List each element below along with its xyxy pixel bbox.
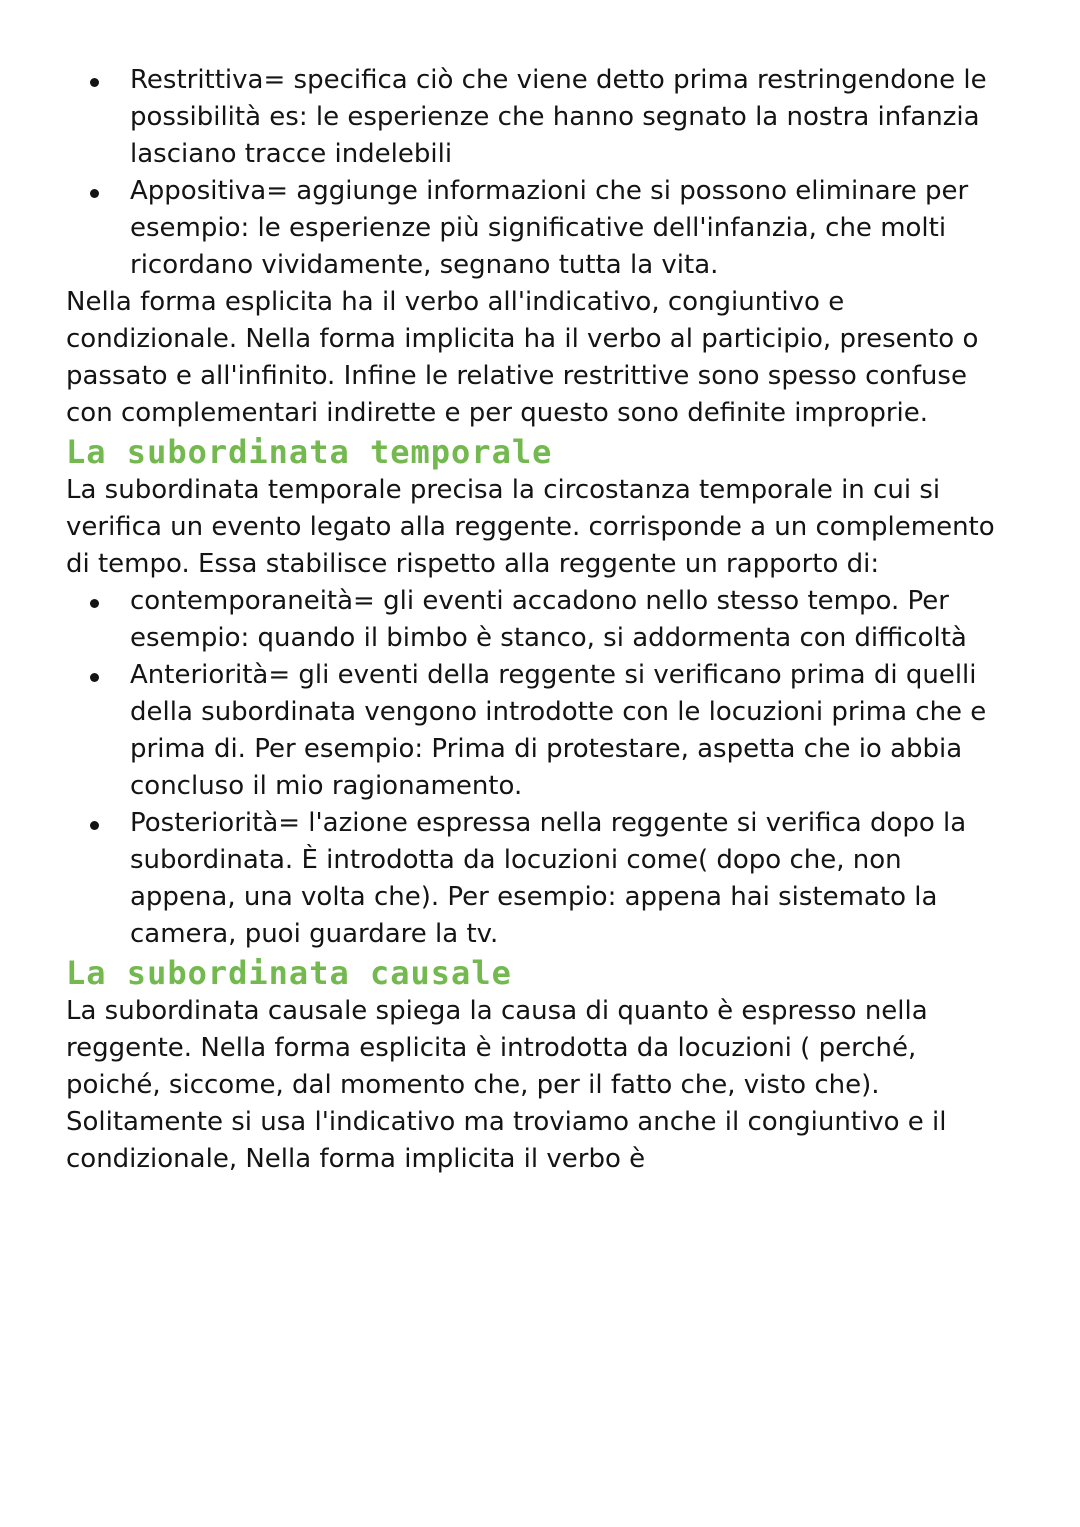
- temporal-section-heading: La subordinata temporale: [66, 433, 553, 471]
- temporal-intro-paragraph: La subordinata temporale precisa la circostanza temporale in cui si verifica un evento legato alla reggente. corrisponde a un complemento di tempo. Essa stabilisce rispetto alla reggente un rapporto di:: [66, 475, 995, 579]
- causal-section-heading: La subordinata causale: [66, 954, 512, 992]
- list-item-appositiva: Appositiva= aggiunge informazioni che si possono eliminare per esempio: le esperienze più significative dell'infanzia, che molti ricordano vividamente, segnano tutta la vita.: [130, 173, 1010, 284]
- temporal-relations-list: [66, 583, 1010, 953]
- relative-forms-paragraph: Nella forma esplicita ha il verbo all'indicativo, congiuntivo e condizionale. Nella forma implicita ha il verbo al participio, presento o passato e all'infinito. Infine le relative restrittive sono spesso confuse con complementari indirette e per questo sono definite improprie.: [66, 287, 979, 428]
- list-item-anteriorita: Anteriorità= gli eventi della reggente si verificano prima di quelli della subordinata vengono introdotte con le locuzioni prima che e prima di. Per esempio: Prima di protestare, aspetta che io abbia concluso il mio ragionamento.: [130, 657, 1010, 805]
- list-item-contemporaneita: contemporaneità= gli eventi accadono nello stesso tempo. Per esempio: quando il bimbo è stanco, si addormenta con difficoltà: [130, 583, 1010, 657]
- relative-types-list: [66, 62, 1010, 284]
- list-item-posteriorita: Posteriorità= l'azione espressa nella reggente si verifica dopo la subordinata. È introdotta da locuzioni come( dopo che, non appena, una volta che). Per esempio: appena hai sistemato la camera, puoi guardare la tv.: [130, 805, 1010, 953]
- list-item-restrittiva: Restrittiva= specifica ciò che viene detto prima restringendone le possibilità es: le esperienze che hanno segnato la nostra infanzia lasciano tracce indelebili: [130, 62, 1010, 173]
- causal-paragraph: La subordinata causale spiega la causa di quanto è espresso nella reggente. Nella forma esplicita è introdotta da locuzioni ( perché, poiché, siccome, dal momento che, per il fatto che, visto che). Solitamente si usa l'indicativo ma troviamo anche il congiuntivo e il condizionale, Nella forma implicita il verbo è: [66, 996, 947, 1174]
